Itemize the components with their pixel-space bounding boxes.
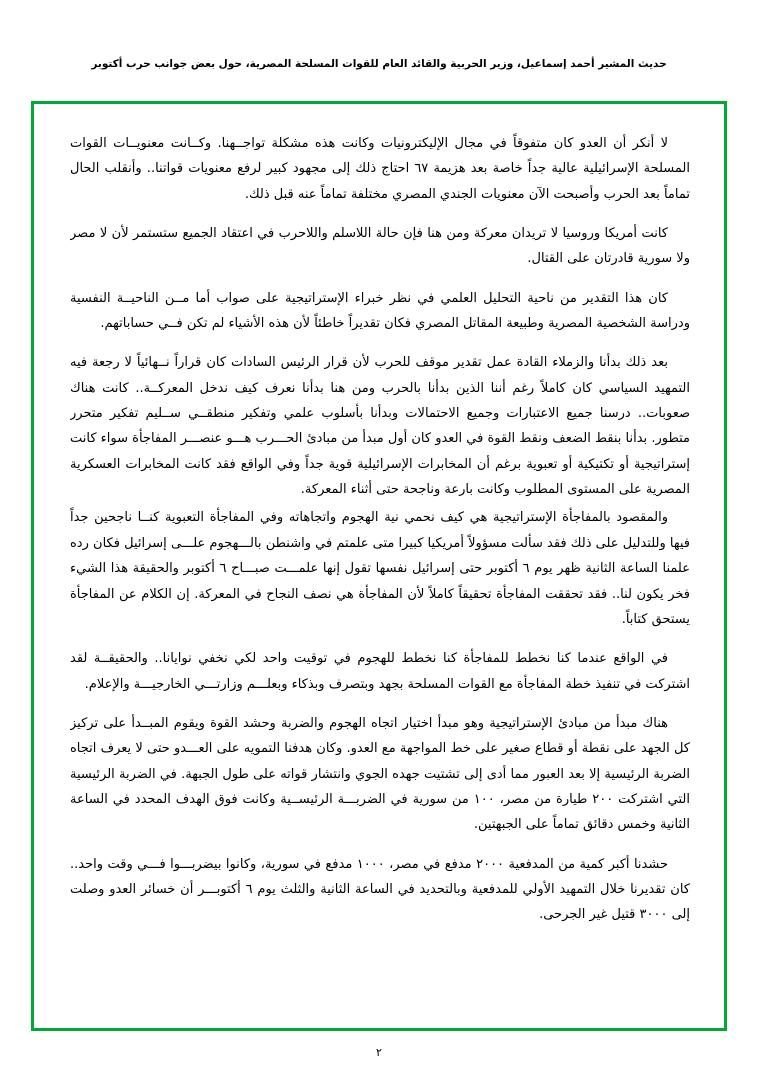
paragraph: بعد ذلك بدأنا والزملاء القادة عمل تقدير موقف للحرب لأن قرار الرئيس السادات كان قراراً نــهائياً لا رجعة فيه التمهيد السياسي كان كاملاً رغم أننا الذين بدأنا بالحرب ومن هنا بدأنا نعرف كيف ندخل المعركــة.. كانت هناك صعوبات.. درسنا جميع الاعتبارات وجميع الاحتمالات وبدأنا بأسلوب علمي وتفكير منطقــي ســليم تفكير متحرر متطور. بدأنا بنقط الضعف ونقط القوة في العدو كان أول مبدأ من مبادئ الحـــرب هـــو عنصـــر المفاجأة سواء كانت إستراتيجية أو تكتيكية أو تعبوية برغم أن المخابرات الإسرائيلية قوية جداً وفي الواقع فقد كانت المخابرات العسكرية المصرية على المستوى المطلوب وكانت بارعة وناجحة حتى أثناء المعركة. (70, 355, 690, 498)
paragraph: في الواقع عندما كنا نخطط للمفاجأة كنا نخطط للهجوم في توقيت واحد لكي نخفي نوايانا.. والحقيقــة لقد اشتركت في تنفيذ خطة المفاجأة مع القوات المسلحة بجهد وبتصرف وبذكاء وبعلـــم وزارتـــي الخارجيـــة والإعلام. (70, 651, 690, 692)
paragraph: هناك مبدأ من مبادئ الإستراتيجية وهو مبدأ اختيار اتجاه الهجوم والضربة وحشد القوة ويقوم المبــدأ على تركيز كل الجهد على نقطة أو قطاع صغير على خط المواجهة مع العدو. وكان هدفنا التمويه على العـــدو حتى لا يعرف اتجاه الضربة الرئيسية إلا بعد العبور مما أدى إلى تشتيت جهده الجوي وانتشار قواته على طول الجبهة. في الضربة الرئيسية التي اشتركت ٢٠٠ طيارة من مصر، ١٠٠ من سورية في الضربـــة الرئيســية وكانت فوق الهدف المحدد في الساعة الثانية وخمس دقائق تماماً على الجبهتين. (70, 715, 690, 833)
paragraph: حشدنا أكبر كمية من المدفعية ٢٠٠٠ مدفع في مصر، ١٠٠٠ مدفع في سورية، وكانوا بيضربـــوا فـــي وقت واحد.. كان تقديرنا خلال التمهيد الأولي للمدفعية وبالتحديد في الساعة الثانية والثلث يوم ٦ أكتوبـــر أن خسائر العدو وصلت إلى ٣٠٠٠ قتيل غير الجرحى. (70, 856, 690, 923)
page-number: ٢ (376, 1046, 382, 1059)
paragraph: كان هذا التقدير من ناحية التحليل العلمي في نظر خبراء الإستراتيجية على صواب أما مــن الناحيــة النفسية ودراسة الشخصية المصرية وطبيعة المقاتل المصري فكان تقديراً خاطئاً لأن هذه الأشياء لم تكن فــي حساباتهم. (70, 290, 690, 332)
paragraph: كانت أمريكا وروسيا لا تريدان معركة ومن هنا فإن حالة اللاسلم واللاحرب في اعتقاد الجميع ستستمر لأن لا مصر ولا سورية قادرتان على القتال. (70, 226, 690, 267)
paragraph: والمقصود بالمفاجأة الإستراتيجية هي كيف نحمي نية الهجوم واتجاهاته وفي المفاجأة التعبوية كنــا ناجحين جداً فيها وللتدليل على ذلك فقد سألت مسؤولاً أمريكيا كبيرا متى علمتم في واشنطن بالـــهجوم علـــى إسرائيل فكان رده علمنا الساعة الثانية ظهر يوم ٦ أكتوبر حتى إسرائيل نفسها تقول إنها علمـــت صبـــاح ٦ أكتوبر والحقيقة هذا الشيء فخر يكون لنا.. فقد تحققت المفاجأة تحقيقاً كاملاً لأن المفاجأة هي نصف النجاح في المعركة. إن الكلام عن المفاجأة يستحق كتاباً. (70, 510, 690, 627)
page-header: حديث المشير أحمد إسماعيل، وزير الحربية والقائد العام للقوات المسلحة المصرية، حول بعض جوانب حرب أكتوبر (91, 58, 667, 70)
document-body (70, 131, 690, 1011)
paragraph: لا أنكر أن العدو كان متفوقاً في مجال الإليكترونيات وكانت هذه مشكلة تواجــهنا. وكــانت معنويــات القوات المسلحة الإسرائيلية عالية جداً خاصة بعد هزيمة ٦٧ احتاج ذلك إلى مجهود كبير لرفع معنويات قواتنا.. وأنقلب الحال تماماً بعد الحرب وأصبحت الآن معنويات الجندي المصري مختلفة تماماً عنه قبل ذلك. (70, 136, 690, 202)
